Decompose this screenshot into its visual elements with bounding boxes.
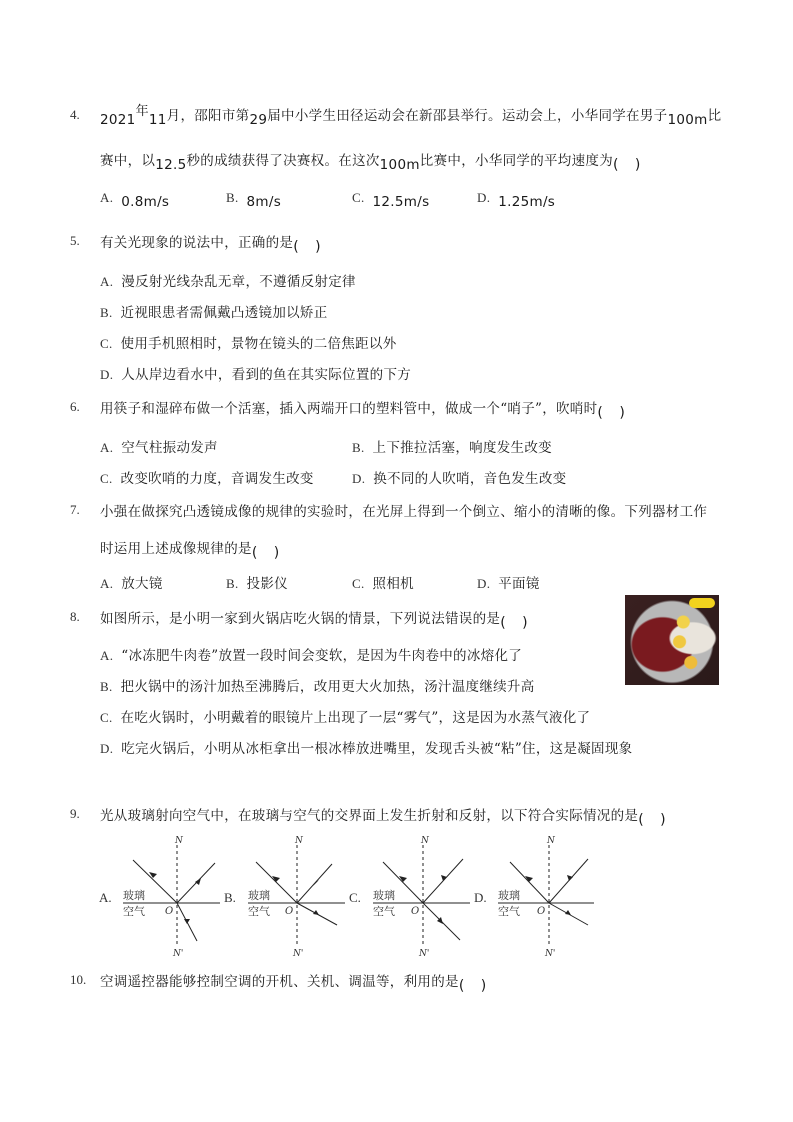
question-5-stem: 有关光现象的说法中，正确的是( )	[100, 235, 327, 255]
option-a: A. 0.8m/s	[100, 190, 170, 210]
ray-diagram-c	[345, 833, 475, 958]
svg-text:N: N	[421, 836, 429, 846]
question-7-line-2: 时运用上述成像规律的是( )	[100, 541, 286, 561]
option-a: A. 漫反射光线杂乱无章，不遵循反射定律	[100, 274, 356, 290]
svg-text:O: O	[537, 906, 546, 917]
refraction-diagram-d: D. N N' O 玻璃 空气	[470, 833, 600, 958]
option-c: C. 在吃火锅时，小明戴着的眼镜片上出现了一层“雾气”，这是因为水蒸气液化了	[100, 710, 591, 726]
svg-text:O: O	[165, 906, 174, 917]
svg-text:空气: 空气	[248, 905, 270, 918]
ray-diagram-a	[95, 833, 225, 958]
question-number: 7.	[70, 502, 80, 517]
question-6-stem: 用筷子和湿碎布做一个活塞，插入两端开口的塑料管中，做成一个“哨子”，吹哨时( )	[100, 401, 631, 421]
option-d: D. 1.25m/s	[477, 190, 556, 210]
svg-text:空气: 空气	[498, 905, 520, 918]
answer-blank: ( )	[293, 239, 327, 255]
svg-text:玻璃: 玻璃	[123, 889, 145, 902]
question-number: 8.	[70, 609, 80, 624]
answer-blank: ( )	[613, 157, 647, 173]
option-a: A. 空气柱振动发声	[100, 440, 218, 456]
hotpot-photo	[625, 595, 719, 685]
svg-text:N: N	[175, 836, 183, 846]
option-b: B. 把火锅中的汤汁加热至沸腾后，改用更大火加热，汤汁温度继续升高	[100, 679, 535, 695]
question-number: 6.	[70, 399, 80, 414]
question-8-stem: 如图所示，是小明一家到火锅店吃火锅的情景，下列说法错误的是( )	[100, 611, 534, 631]
question-number: 10.	[70, 972, 87, 987]
option-a: A. 放大镜	[100, 576, 163, 592]
svg-text:N: N	[547, 836, 555, 846]
answer-blank: ( )	[597, 405, 631, 421]
svg-text:N': N'	[173, 949, 184, 958]
option-c: C. 使用手机照相时，景物在镜头的二倍焦距以外	[100, 336, 397, 352]
svg-text:O: O	[411, 906, 420, 917]
answer-blank: ( )	[458, 978, 493, 994]
answer-blank: ( )	[500, 615, 534, 631]
ray-diagram-b	[220, 833, 350, 958]
option-c: C. 12.5m/s	[352, 190, 430, 210]
svg-text:玻璃: 玻璃	[498, 889, 520, 902]
option-b: B. 上下推拉活塞，响度发生改变	[352, 440, 552, 456]
question-number: 4.	[70, 107, 80, 122]
refraction-diagram-c: C. N N' O 玻璃 空气	[345, 833, 475, 958]
option-b: B. 8m/s	[226, 190, 282, 210]
question-9-stem: 光从玻璃射向空气中，在玻璃与空气的交界面上发生折射和反射，以下符合实际情况的是( )	[100, 808, 672, 828]
option-d: D. 换不同的人吹哨，音色发生改变	[352, 471, 567, 487]
ray-diagram-d	[470, 833, 600, 958]
question-number: 5.	[70, 233, 80, 248]
question-10-stem: 空调遥控器能够控制空调的开机、关机、调温等，利用的是( )	[100, 974, 493, 994]
option-c: C. 改变吹哨的力度，音调发生改变	[100, 471, 314, 487]
svg-text:O: O	[285, 906, 294, 917]
question-4-line-2: 赛中，以12.5秒的成绩获得了决赛权。在这次100m比赛中，小华同学的平均速度为( )	[100, 153, 647, 173]
option-c: C. 照相机	[352, 576, 414, 592]
answer-blank: ( )	[251, 545, 286, 561]
option-d: D. 吃完火锅后，小明从冰柜拿出一根冰棒放进嘴里，发现舌头被“粘”住，这是凝固现象	[100, 741, 633, 757]
question-number: 9.	[70, 806, 80, 821]
svg-text:N': N'	[419, 949, 430, 958]
option-b: B. 近视眼患者需佩戴凸透镜加以矫正	[100, 305, 328, 321]
refraction-diagram-a: A. N N' O 玻璃 空气	[95, 833, 225, 958]
svg-text:空气: 空气	[123, 905, 145, 918]
svg-text:N': N'	[293, 949, 304, 958]
question-7-line-1: 小强在做探究凸透镜成像的规律的实验时，在光屏上得到一个倒立、缩小的清晰的像。下列器材工作	[100, 504, 708, 520]
option-a: A. “冰冻肥牛肉卷”放置一段时间会变软，是因为牛肉卷中的冰熔化了	[100, 648, 523, 664]
svg-text:玻璃: 玻璃	[373, 889, 395, 902]
answer-blank: ( )	[638, 812, 672, 828]
svg-text:空气: 空气	[373, 905, 395, 918]
option-d: D. 人从岸边看水中，看到的鱼在其实际位置的下方	[100, 367, 412, 383]
svg-text:玻璃: 玻璃	[248, 889, 270, 902]
option-b: B. 投影仪	[226, 576, 288, 592]
question-4-line-1: 2021年11月，邵阳市第29届中小学生田径运动会在新邵县举行。运动会上，小华同学在男子100m比	[100, 104, 722, 128]
svg-text:N': N'	[545, 949, 556, 958]
option-d: D. 平面镜	[477, 576, 540, 592]
refraction-diagram-b: B. N N' O 玻璃 空气	[220, 833, 350, 958]
svg-text:N: N	[295, 836, 303, 846]
